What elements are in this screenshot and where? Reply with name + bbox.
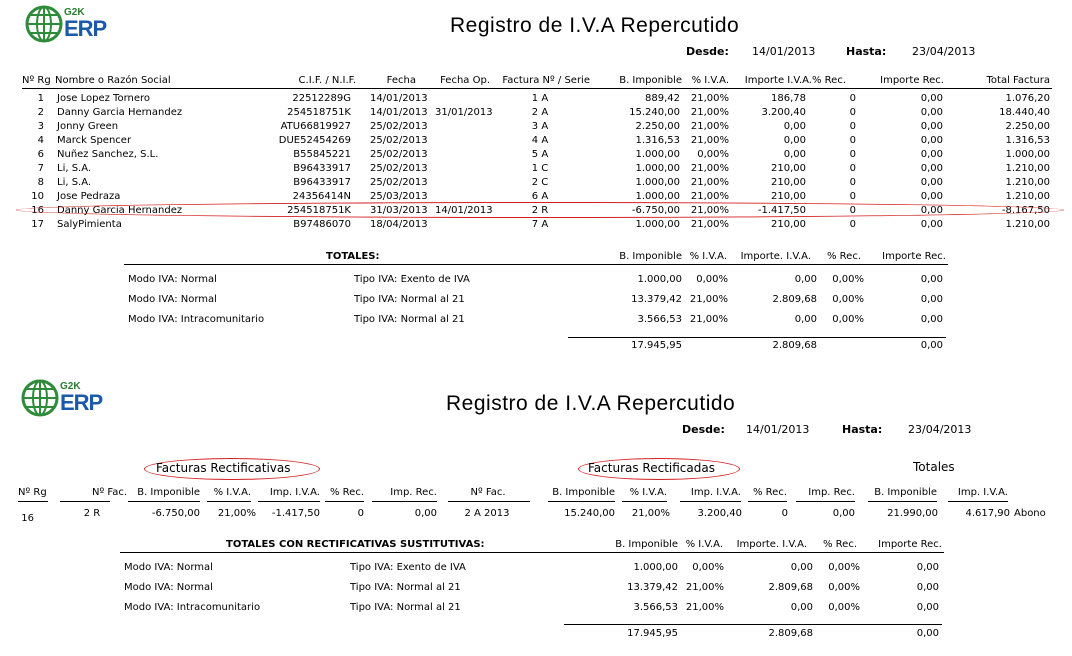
table-cell: 2 R (83, 508, 101, 519)
table-cell: 8 (37, 177, 44, 188)
table-cell: 21,00% (690, 219, 729, 230)
table-cell: 254518751K (287, 107, 351, 118)
table-cell: 3 (37, 121, 44, 132)
column-header: % I.V.A. (691, 75, 729, 86)
totals-cell: 3.566,53 (637, 314, 682, 325)
table-cell: -6.750,00 (631, 205, 680, 216)
table-cell: Marck Spencer (57, 135, 132, 146)
table-cell: 17 (31, 219, 44, 230)
table-cell: 25/02/2013 (370, 149, 428, 160)
table-cell: 1 (37, 93, 44, 104)
table-cell: 3 A (531, 121, 549, 132)
totals-cell: Modo IVA: Normal (124, 562, 213, 573)
table-cell: B96433917 (293, 177, 351, 188)
table-cell: 0,00 (920, 219, 943, 230)
highlight-oval (16, 202, 1064, 218)
report1-desde-label: Desde: (686, 45, 729, 58)
table-cell: 1 C (531, 163, 549, 174)
header-underline (448, 501, 530, 502)
table-cell: 0 (849, 121, 856, 132)
report1-title: Registro de I.V.A Repercutido (450, 14, 740, 37)
header-underline (548, 501, 615, 502)
totals-cell: Tipo IVA: Normal al 21 (354, 294, 465, 305)
table-cell: 0,00 (783, 135, 806, 146)
table-cell: 0,00 (832, 508, 855, 519)
table-cell: 210,00 (771, 163, 806, 174)
table-cell: Li, S.A. (57, 177, 92, 188)
table-cell: Li, S.A. (57, 163, 92, 174)
table-cell: 0 (849, 107, 856, 118)
report2-totals-divider (120, 552, 944, 553)
table-cell: -8.167,50 (1001, 205, 1050, 216)
table-cell: 1.210,00 (1005, 191, 1050, 202)
column-header: Nº Fac. (92, 487, 128, 498)
table-cell: 0,00 (920, 149, 943, 160)
table-cell: 0,00 (920, 93, 943, 104)
grand-total-value: 17.945,95 (631, 340, 682, 351)
table-cell: 6 A (531, 191, 549, 202)
table-cell: Jose Pedraza (57, 191, 121, 202)
table-cell: 1.210,00 (1005, 163, 1050, 174)
column-header: Imp. I.V.A. (269, 487, 320, 498)
table-cell: 254518751K (287, 205, 351, 216)
column-header: Fecha Op. (440, 75, 490, 86)
column-header: Imp. Rec. (808, 487, 855, 498)
table-cell: 0 (849, 177, 856, 188)
column-header: Nº Rg (22, 75, 51, 86)
table-cell: 21,00% (690, 93, 729, 104)
column-header: Nombre o Razón Social (55, 75, 171, 86)
report2-totales-label: TOTALES CON RECTIFICATIVAS SUSTITUTIVAS: (226, 539, 485, 550)
report1-totals-divider (124, 264, 948, 265)
totals-column-header: Importe Rec. (882, 251, 946, 262)
totals-cell: 3.566,53 (633, 602, 678, 613)
totals-cell: 0,00% (692, 562, 724, 573)
report2-hasta-value: 23/04/2013 (908, 423, 972, 436)
table-cell: 0,00 (920, 191, 943, 202)
table-cell: 0,00 (414, 508, 437, 519)
report2-hasta-label: Hasta: (842, 423, 883, 436)
totals-cell: 0,00% (832, 314, 864, 325)
totals-cell: Tipo IVA: Normal al 21 (350, 602, 461, 613)
table-cell: 14/01/2013 (370, 107, 428, 118)
table-cell: B96433917 (293, 163, 351, 174)
totals-cell: 0,00 (794, 314, 817, 325)
table-cell: 22512289G (292, 93, 351, 104)
table-cell: 0,00 (783, 121, 806, 132)
table-cell: 0 (849, 93, 856, 104)
table-cell: 2.250,00 (1005, 121, 1050, 132)
table-cell: 21,00% (690, 205, 729, 216)
table-cell: 0 (781, 508, 788, 519)
totals-cell: 0,00 (920, 314, 943, 325)
table-cell: 4 A (531, 135, 549, 146)
totals-cell: 0,00 (794, 274, 817, 285)
table-cell: 21,00% (690, 191, 729, 202)
column-header: % Rec. (752, 487, 787, 498)
logo-erp-text: ERP (60, 390, 103, 415)
totals-cell: 0,00 (920, 274, 943, 285)
totals-column-header: % I.V.A. (689, 251, 727, 262)
report1-totales-label: TOTALES: (326, 251, 380, 262)
table-cell: 0 (849, 149, 856, 160)
table-cell: 21,00% (690, 163, 729, 174)
report1-hasta-label: Hasta: (846, 45, 887, 58)
section-rectificativas: Facturas Rectificativas (156, 461, 291, 475)
totals-cell: 0,00 (916, 602, 939, 613)
table-cell: 2.250,00 (635, 121, 680, 132)
table-cell: 21,00% (690, 121, 729, 132)
table-cell: 31/03/2013 (370, 205, 428, 216)
totals-cell: Tipo IVA: Exento de IVA (350, 562, 466, 573)
table-cell: 1.000,00 (635, 177, 680, 188)
totals-column-header: B. Imponible (619, 251, 682, 262)
header-underline (622, 501, 667, 502)
table-cell: 0,00 (920, 205, 943, 216)
table-cell: 2 A (531, 107, 549, 118)
table-cell: 889,42 (645, 93, 680, 104)
g2k-erp-logo-2 (20, 378, 110, 428)
grand-total-value: 0,00 (920, 340, 943, 351)
table-cell: 15.240,00 (564, 508, 615, 519)
table-cell: 1 A (531, 93, 549, 104)
table-cell: 210,00 (771, 177, 806, 188)
header-underline (868, 501, 937, 502)
table-cell: Danny Garcia Hernandez (57, 205, 183, 216)
totals-cell: 2.809,68 (772, 294, 817, 305)
table-cell: 0,00 (783, 149, 806, 160)
table-cell: 21,00% (631, 508, 670, 519)
table-cell: 186,78 (771, 93, 806, 104)
table-cell: Danny Garcia Hernandez (57, 107, 183, 118)
totals-cell: 0,00% (828, 562, 860, 573)
table-cell: 0,00 (920, 177, 943, 188)
report2-grand-total-divider (564, 624, 942, 625)
table-cell: 21,00% (217, 508, 256, 519)
table-cell: 6 (37, 149, 44, 160)
table-cell: 1.000,00 (635, 149, 680, 160)
totals-cell: Tipo IVA: Exento de IVA (354, 274, 470, 285)
totals-cell: Modo IVA: Normal (128, 294, 217, 305)
table-cell: 4 (37, 135, 44, 146)
table-cell: Nuñez Sanchez, S.L. (57, 149, 159, 160)
table-cell: Jonny Green (57, 121, 119, 132)
table-cell: 1.000,00 (635, 191, 680, 202)
totals-column-header: Importe. I.V.A. (740, 251, 811, 262)
header-underline (207, 501, 251, 502)
table-cell: 14/01/2013 (435, 205, 493, 216)
header-underline (680, 501, 741, 502)
section-totales: Totales (913, 460, 955, 474)
table-cell: 21,00% (690, 107, 729, 118)
report1-desde-value: 14/01/2013 (752, 45, 816, 58)
table-cell: 18/04/2013 (370, 219, 428, 230)
column-header: Nº Rg (18, 487, 47, 498)
table-cell: 0 (849, 205, 856, 216)
totals-cell: 13.379,42 (631, 294, 682, 305)
table-cell: 25/02/2013 (370, 121, 428, 132)
table-cell: 21,00% (690, 135, 729, 146)
g2k-erp-logo (24, 4, 114, 54)
totals-cell: 0,00 (790, 602, 813, 613)
totals-cell: 1.000,00 (637, 274, 682, 285)
table-cell: 3.200,40 (697, 508, 742, 519)
table-cell: 0,00 (920, 163, 943, 174)
table-cell: 3.200,40 (761, 107, 806, 118)
totals-cell: 21,00% (685, 582, 724, 593)
totals-cell: 0,00 (916, 562, 939, 573)
column-header: Importe I.V.A. (744, 75, 812, 86)
column-header: Importe Rec. (880, 75, 944, 86)
table-cell: 0 (849, 163, 856, 174)
totals-cell: Modo IVA: Normal (124, 582, 213, 593)
table-cell: Jose Lopez Tornero (57, 93, 151, 104)
table-cell: -1.417,50 (757, 205, 806, 216)
table-cell: 10 (31, 191, 44, 202)
column-header: B. Imponible (619, 75, 682, 86)
totals-column-header: Importe. I.V.A. (736, 539, 807, 550)
totals-cell: 0,00 (920, 294, 943, 305)
table-cell: 21,00% (690, 177, 729, 188)
table-cell: 1.076,20 (1005, 93, 1050, 104)
globe-icon (20, 378, 60, 418)
table-cell: 1.316,53 (1005, 135, 1050, 146)
totals-cell: Tipo IVA: Normal al 21 (354, 314, 465, 325)
totals-cell: 0,00% (828, 602, 860, 613)
table-cell: 25/03/2013 (370, 191, 428, 202)
table-cell: 1.000,00 (635, 163, 680, 174)
table-cell: 25/02/2013 (370, 135, 428, 146)
table-cell: 0,00 (920, 107, 943, 118)
table-cell: B97486070 (293, 219, 351, 230)
column-header: Factura Nº / Serie (502, 75, 590, 86)
totals-column-header: B. Imponible (615, 539, 678, 550)
header-underline (748, 501, 787, 502)
table-cell: -1.417,50 (271, 508, 320, 519)
totals-cell: 0,00% (832, 294, 864, 305)
table-cell: 2 (37, 107, 44, 118)
table-cell: 7 (37, 163, 44, 174)
column-header: % Rec. (811, 75, 846, 86)
table-cell: 1.000,00 (1005, 149, 1050, 160)
grand-total-value: 2.809,68 (772, 340, 817, 351)
header-underline (325, 501, 364, 502)
table-cell: 0,00 (920, 121, 943, 132)
totals-cell: 21,00% (685, 602, 724, 613)
table-cell: 0 (357, 508, 364, 519)
table-cell: 1.316,53 (635, 135, 680, 146)
logo-g2k-text: G2K (60, 381, 81, 392)
header-underline (372, 501, 437, 502)
report2-title: Registro de I.V.A Repercutido (446, 392, 736, 415)
table-cell: 4.617,90 (965, 508, 1010, 519)
section-rectificadas: Facturas Rectificadas (588, 461, 715, 475)
table-cell: 14/01/2013 (370, 93, 428, 104)
totals-cell: 0,00% (828, 582, 860, 593)
totals-cell: 21,00% (689, 294, 728, 305)
totals-cell: 21,00% (689, 314, 728, 325)
totals-cell: 0,00% (696, 274, 728, 285)
report2-desde-value: 14/01/2013 (746, 423, 810, 436)
header-underline (18, 501, 48, 502)
totals-cell: Modo IVA: Intracomunitario (128, 314, 265, 325)
table-cell: 15.240,00 (629, 107, 680, 118)
table-cell: 0 (849, 191, 856, 202)
table-cell: DUE52454269 (278, 135, 351, 146)
table-cell: 5 A (531, 149, 549, 160)
totals-cell: 1.000,00 (633, 562, 678, 573)
totals-cell: Modo IVA: Intracomunitario (124, 602, 261, 613)
totals-column-header: % I.V.A. (685, 539, 723, 550)
table-cell: 0,00 (920, 135, 943, 146)
header-underline (796, 501, 855, 502)
table-cell: 25/02/2013 (370, 177, 428, 188)
table-cell: Abono (1014, 508, 1046, 519)
column-header: Nº Fac. (470, 487, 506, 498)
header-underline (948, 501, 1008, 502)
header-underline (258, 501, 320, 502)
table-cell: 210,00 (771, 191, 806, 202)
report1-header-divider (22, 88, 1052, 89)
grand-total-value: 17.945,95 (627, 628, 678, 639)
column-header: % I.V.A. (213, 487, 251, 498)
column-header: Imp. I.V.A. (690, 487, 741, 498)
table-cell: 25/02/2013 (370, 163, 428, 174)
column-header: Imp. Rec. (390, 487, 437, 498)
table-cell: 0 (849, 219, 856, 230)
column-header: % I.V.A. (629, 487, 667, 498)
totals-cell: 0,00 (790, 562, 813, 573)
report1-grand-total-divider (568, 337, 946, 338)
column-header: B. Imponible (137, 487, 200, 498)
totals-cell: 0,00% (832, 274, 864, 285)
table-cell: SalyPimienta (57, 219, 122, 230)
table-cell: 2 A 2013 (464, 508, 510, 519)
column-header: % Rec. (329, 487, 364, 498)
column-header: Fecha (386, 75, 416, 86)
table-cell: 7 A (531, 219, 549, 230)
table-cell: B55845221 (293, 149, 351, 160)
table-cell: 0,00% (697, 149, 729, 160)
totals-cell: 2.809,68 (768, 582, 813, 593)
header-underline (128, 501, 200, 502)
globe-icon (24, 4, 64, 44)
table-cell: 2 C (531, 177, 549, 188)
grand-total-value: 0,00 (916, 628, 939, 639)
table-cell: 1.210,00 (1005, 219, 1050, 230)
column-header: Imp. I.V.A. (957, 487, 1008, 498)
totals-cell: 13.379,42 (627, 582, 678, 593)
table-cell: 1.210,00 (1005, 177, 1050, 188)
table-cell: 210,00 (771, 219, 806, 230)
table-cell: 24356414N (292, 191, 351, 202)
totals-column-header: Importe Rec. (878, 539, 942, 550)
table-cell: 1.000,00 (635, 219, 680, 230)
table-cell: 18.440,40 (999, 107, 1050, 118)
column-header: B. Imponible (552, 487, 615, 498)
totals-cell: Tipo IVA: Normal al 21 (350, 582, 461, 593)
table-cell: ATU66819927 (280, 121, 351, 132)
logo-g2k-text: G2K (64, 7, 85, 18)
column-header: B. Imponible (874, 487, 937, 498)
totals-column-header: % Rec. (826, 251, 861, 262)
table-cell: -6.750,00 (151, 508, 200, 519)
totals-cell: Modo IVA: Normal (128, 274, 217, 285)
report1-hasta-value: 23/04/2013 (912, 45, 976, 58)
column-header: Total Factura (986, 75, 1050, 86)
logo-erp-text: ERP (64, 16, 107, 41)
table-cell: 16 (31, 205, 44, 216)
report2-desde-label: Desde: (682, 423, 725, 436)
grand-total-value: 2.809,68 (768, 628, 813, 639)
table-cell: 31/01/2013 (435, 107, 493, 118)
totals-cell: 0,00 (916, 582, 939, 593)
table-cell: 21.990,00 (887, 508, 938, 519)
table-cell: 0 (849, 135, 856, 146)
totals-column-header: % Rec. (822, 539, 857, 550)
table-cell: 2 R (531, 205, 549, 216)
table-cell: 16 (21, 513, 34, 524)
column-header: C.I.F. / N.I.F. (298, 75, 356, 86)
header-underline (60, 501, 110, 502)
